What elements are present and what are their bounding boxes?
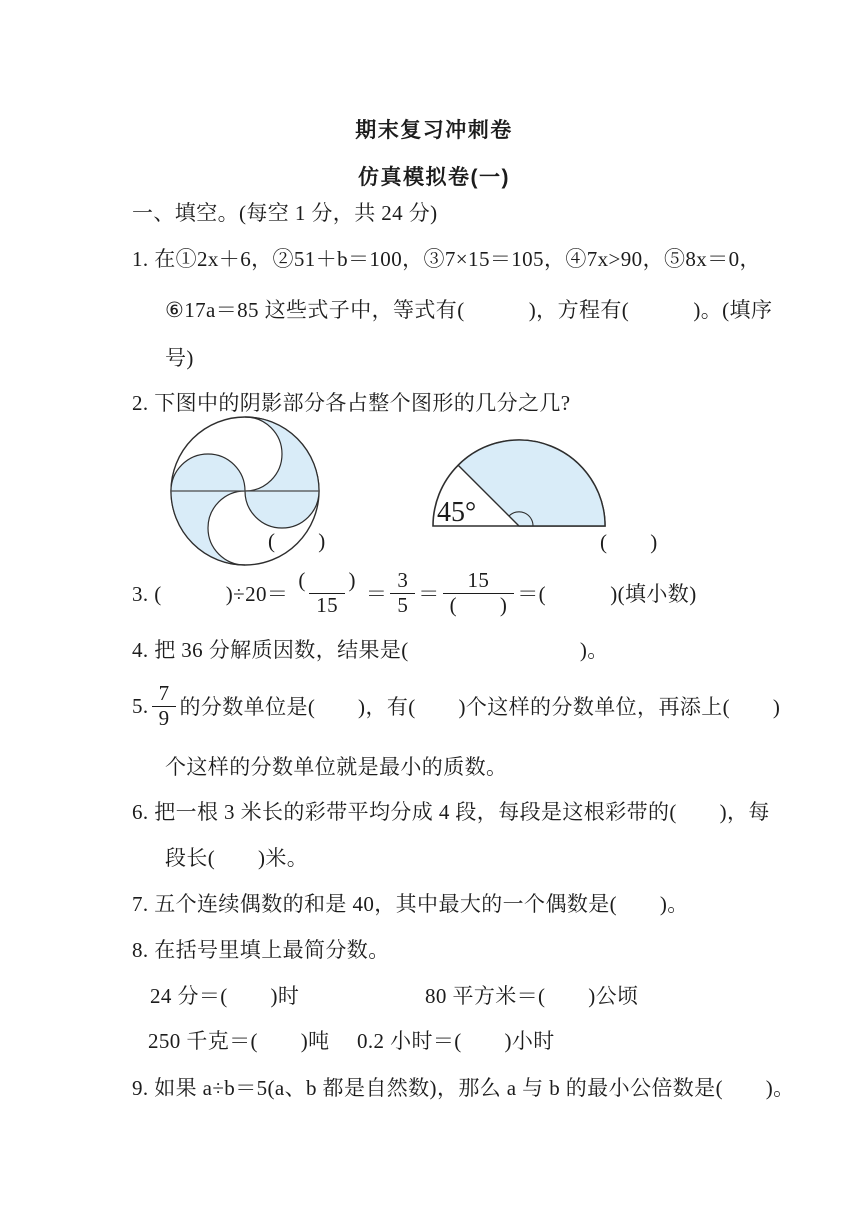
semicircle-45deg-figure [430,435,612,531]
question-4-text: 4. 把 36 分解质因数，结果是( )。 [132,638,609,662]
fraction-15-over-blank [443,569,515,617]
equals-sign: ＝ [418,582,440,606]
question-1-line-3: 号) [165,346,194,370]
question-1-line-1: 1. 在①2x＋6，②51＋b＝100，③7×15＝105，④7x>90，⑤8x＝0， [132,247,761,271]
page-title: 期末复习冲刺卷 [355,119,513,142]
fraction-numerator: 3 [397,567,409,592]
question-8-item-3: 250 千克＝( )吨 [148,1029,330,1053]
fraction-denominator: 15 [309,593,345,618]
question-5-row [132,679,780,733]
semicircle-figure-answer-blank: ( ) [600,530,658,554]
question-7-text: 7. 五个连续偶数的和是 40，其中最大的一个偶数是( )。 [132,892,689,916]
fraction-7-over-9 [152,682,177,730]
question-5-prefix: 5. [132,693,149,718]
question-8-heading: 8. 在括号里填上最简分数。 [132,938,390,962]
page-subtitle: 仿真模拟卷(一) [358,166,510,189]
fraction-denominator: 9 [152,706,177,731]
question-2-text: 2. 下图中的阴影部分各占整个图形的几分之几? [132,391,571,415]
question-6-line-1: 6. 把一根 3 米长的彩带平均分成 4 段，每段是这根彩带的( )，每 [132,800,770,824]
fraction-blank-over-15 [291,569,363,617]
fraction-numerator: ( ) [298,567,356,592]
question-3-prefix: 3. ( )÷20＝ [132,582,289,606]
question-9-text: 9. 如果 a÷b＝5(a、b 都是自然数)，那么 a 与 b 的最小公倍数是( )。 [132,1076,795,1100]
equals-sign: ＝ [365,582,388,606]
question-8-item-2: 80 平方米＝( )公顷 [425,984,639,1008]
question-2-figure-row [0,413,868,573]
question-8-item-4: 0.2 小时＝( )小时 [357,1029,555,1053]
question-3-row [132,563,697,623]
fraction-denominator: ( ) [443,593,515,618]
circle-figure-answer-blank: ( ) [268,529,326,553]
fraction-numerator: 15 [467,567,490,592]
question-1-line-2: ⑥17a＝85 这些式子中，等式有( )，方程有( )。(填序 [165,298,773,322]
question-6-line-2: 段长( )米。 [165,846,309,870]
angle-45-label: 45° [437,497,477,528]
fraction-denominator: 5 [390,593,415,618]
question-8-item-1: 24 分＝( )时 [150,984,300,1008]
fraction-numerator: 7 [158,680,170,705]
question-5-text: 的分数单位是( )，有( )个这样的分数单位，再添上( ) [179,695,781,719]
fraction-3-over-5 [390,569,415,617]
question-3-suffix: ＝( )(填小数) [517,582,697,606]
question-5-line-2: 个这样的分数单位就是最小的质数。 [165,755,508,779]
section-heading: 一、填空。(每空 1 分，共 24 分) [132,201,438,225]
